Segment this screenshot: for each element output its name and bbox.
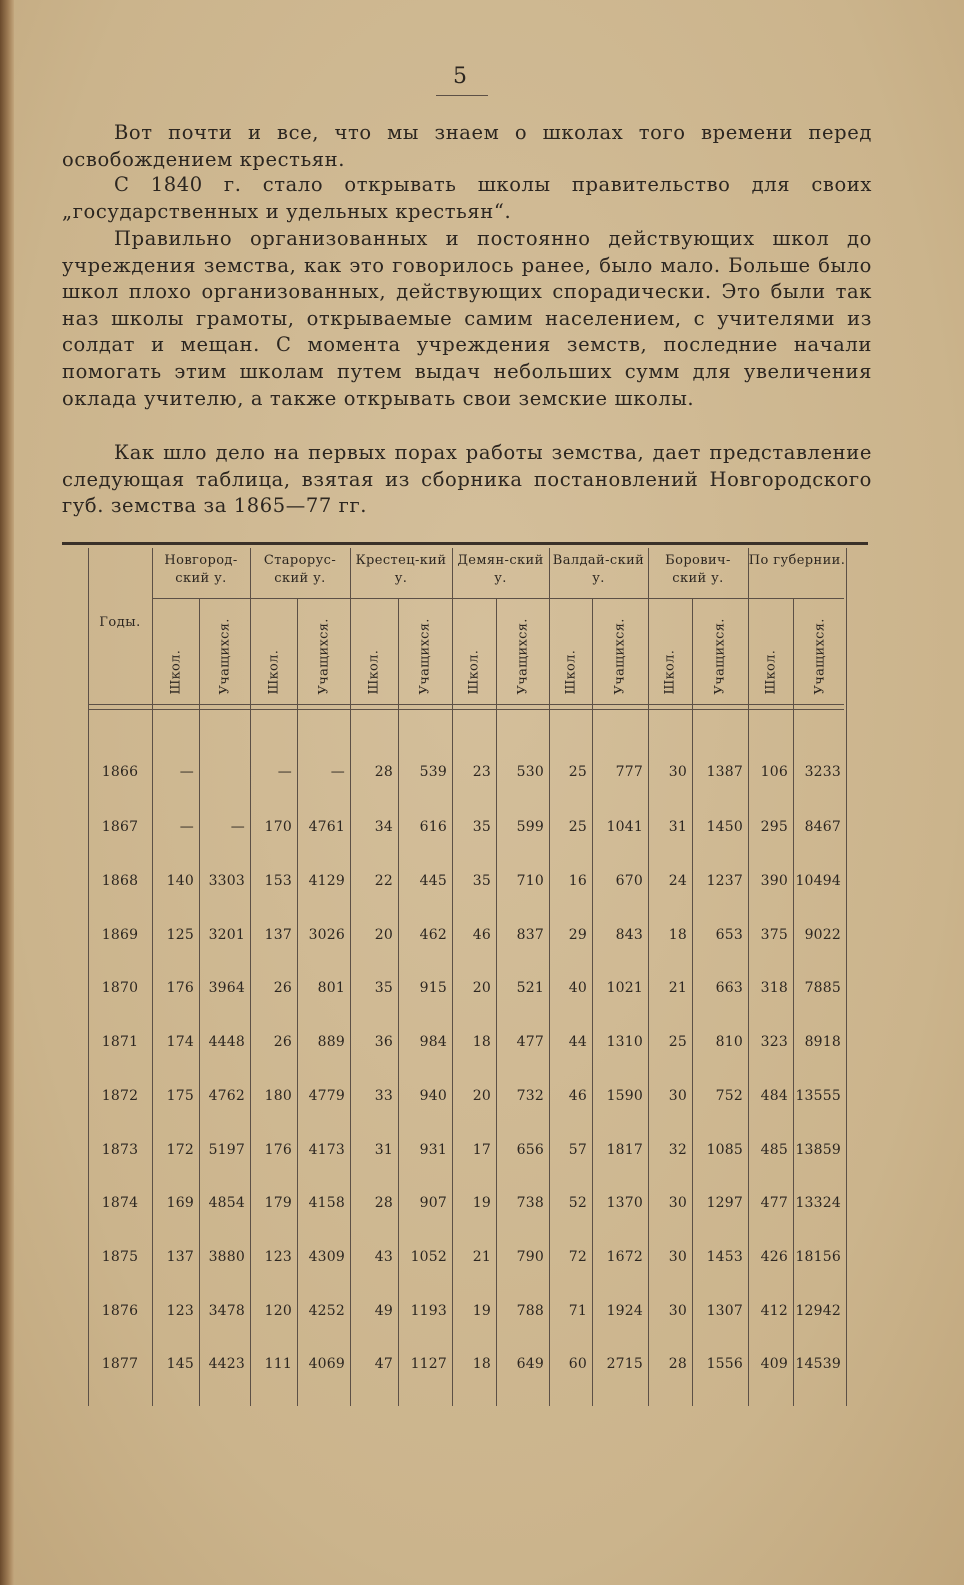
schools-cell: 18 xyxy=(668,927,687,943)
schools-cell: 17 xyxy=(472,1142,491,1158)
schools-header-label: Школ. xyxy=(662,649,678,695)
schools-cell: 20 xyxy=(472,1088,491,1104)
schools-header-label: Школ. xyxy=(763,649,778,695)
pupils-cell: 790 xyxy=(516,1249,544,1265)
schools-header-label: Школ. xyxy=(168,649,183,695)
year-cell: 1873 xyxy=(101,1142,139,1158)
schools-cell: 484 xyxy=(760,1088,788,1104)
pupils-header-label: Учащихся. xyxy=(316,618,331,695)
year-cell: 1866 xyxy=(101,764,139,780)
pupils-cell: 4173 xyxy=(308,1142,345,1158)
pupils-cell: 984 xyxy=(419,1034,447,1050)
schools-cell: 172 xyxy=(166,1142,194,1158)
schools-cell: 71 xyxy=(568,1303,587,1319)
schools-cell: 24 xyxy=(668,873,687,889)
schools-cell: 33 xyxy=(374,1088,393,1104)
schools-column-header xyxy=(166,604,186,702)
pupils-cell: 8467 xyxy=(804,819,841,835)
schools-cell: 29 xyxy=(568,927,587,943)
pupils-header-label: Учащихся. xyxy=(217,618,232,695)
pupils-cell: 4423 xyxy=(208,1356,245,1372)
pupils-header-label: Учащихся. xyxy=(712,618,728,695)
pupils-cell: 1370 xyxy=(606,1195,643,1211)
schools-cell: 46 xyxy=(472,927,491,943)
schools-cell: 375 xyxy=(760,927,788,943)
pupils-cell: 889 xyxy=(317,1034,345,1050)
pupils-cell: 931 xyxy=(419,1142,447,1158)
year-cell: 1874 xyxy=(101,1195,139,1211)
schools-cell: 47 xyxy=(374,1356,393,1372)
schools-cell: 19 xyxy=(472,1303,491,1319)
pupils-cell: 530 xyxy=(516,764,544,780)
schools-cell: 21 xyxy=(472,1249,491,1265)
schools-cell: 19 xyxy=(472,1195,491,1211)
schools-cell: 153 xyxy=(264,873,292,889)
schools-cell: 125 xyxy=(166,927,194,943)
schools-cell: 16 xyxy=(568,873,587,889)
schools-cell: 176 xyxy=(166,980,194,996)
schools-cell: 30 xyxy=(668,1088,687,1104)
schools-cell: 295 xyxy=(760,819,788,835)
schools-cell: 30 xyxy=(668,1249,687,1265)
pupils-cell: 656 xyxy=(516,1142,544,1158)
schools-cell: 52 xyxy=(568,1195,587,1211)
pupils-cell: 12942 xyxy=(795,1303,841,1319)
pupils-cell: 3964 xyxy=(208,980,245,996)
schools-cell: 180 xyxy=(264,1088,292,1104)
pupils-cell: 1924 xyxy=(606,1303,643,1319)
schools-cell: 30 xyxy=(668,764,687,780)
pupils-cell: 2715 xyxy=(606,1356,643,1372)
schools-cell: — xyxy=(179,764,194,780)
schools-cell: 18 xyxy=(472,1034,491,1050)
schools-header-label: Школ. xyxy=(266,649,281,695)
table-body xyxy=(88,716,864,1406)
schools-cell: — xyxy=(277,764,292,780)
schools-cell: 106 xyxy=(760,764,788,780)
schools-cell: 26 xyxy=(273,980,292,996)
pupils-cell: 1310 xyxy=(606,1034,643,1050)
pupils-cell: 1021 xyxy=(606,980,643,996)
pupils-cell: 13555 xyxy=(795,1088,841,1104)
schools-column-header xyxy=(660,604,680,702)
year-cell: 1871 xyxy=(101,1034,139,1050)
paragraph-1-text: Вот почти и все, что мы знаем о школах того времени перед освобождением крестьян. xyxy=(62,121,872,171)
pupils-cell: 4779 xyxy=(308,1088,345,1104)
schools-cell: 23 xyxy=(472,764,491,780)
pupils-header-label: Учащихся. xyxy=(515,618,530,695)
pupils-cell: 4762 xyxy=(208,1088,245,1104)
pupils-cell: 837 xyxy=(516,927,544,943)
pupils-cell: 1297 xyxy=(706,1195,743,1211)
header-rule-districts xyxy=(152,598,844,599)
pupils-cell: 1085 xyxy=(706,1142,743,1158)
schools-cell: 120 xyxy=(264,1303,292,1319)
pupils-cell: 810 xyxy=(715,1034,743,1050)
book-spine-shadow xyxy=(0,0,14,1585)
year-cell: 1875 xyxy=(101,1249,139,1265)
year-cell: 1867 xyxy=(101,819,139,835)
pupils-header-label: Учащихся. xyxy=(812,618,827,695)
pupils-cell: 4448 xyxy=(208,1034,245,1050)
schools-cell: 426 xyxy=(760,1249,788,1265)
schools-cell: 31 xyxy=(374,1142,393,1158)
table-row xyxy=(88,1352,864,1376)
schools-cell: 28 xyxy=(374,764,393,780)
header-rule-bottom-1 xyxy=(88,704,844,705)
year-cell: 1872 xyxy=(101,1088,139,1104)
paragraph-2-text: С 1840 г. стало открывать школы правительство для своих „государственных и удельных крестьян“. xyxy=(62,173,872,223)
pupils-cell: 9022 xyxy=(804,927,841,943)
table-row xyxy=(88,1245,864,1269)
schools-cell: 18 xyxy=(472,1356,491,1372)
year-cell: 1869 xyxy=(101,927,139,943)
pupils-cell: 13324 xyxy=(795,1195,841,1211)
schools-cell: 35 xyxy=(472,873,491,889)
pupils-cell: 670 xyxy=(615,873,643,889)
pupils-cell: 788 xyxy=(516,1303,544,1319)
table-row xyxy=(88,1191,864,1215)
schools-cell: 323 xyxy=(760,1034,788,1050)
pupils-cell: 599 xyxy=(516,819,544,835)
pupils-cell: 1450 xyxy=(706,819,743,835)
pupils-cell: 3478 xyxy=(208,1303,245,1319)
district-header: Новгород-ский у. xyxy=(164,553,238,586)
pupils-cell: 1590 xyxy=(606,1088,643,1104)
year-cell: 1870 xyxy=(101,980,139,996)
pupils-cell: 710 xyxy=(516,873,544,889)
schools-cell: 60 xyxy=(568,1356,587,1372)
schools-cell: 21 xyxy=(668,980,687,996)
schools-cell: 123 xyxy=(264,1249,292,1265)
pupils-cell: 1817 xyxy=(606,1142,643,1158)
pupils-cell: 649 xyxy=(516,1356,544,1372)
schools-cell: 36 xyxy=(374,1034,393,1050)
schools-cell: 28 xyxy=(374,1195,393,1211)
schools-column-header xyxy=(761,604,781,702)
schools-cell: 25 xyxy=(568,819,587,835)
pupils-cell: 539 xyxy=(419,764,447,780)
table-row xyxy=(88,760,864,784)
table-row xyxy=(88,1138,864,1162)
schools-cell: 318 xyxy=(760,980,788,996)
schools-column-header xyxy=(464,604,484,702)
table-top-rule xyxy=(62,542,868,545)
schools-cell: 25 xyxy=(568,764,587,780)
schools-cell: 49 xyxy=(374,1303,393,1319)
schools-cell: 22 xyxy=(374,873,393,889)
schools-header-label: Школ. xyxy=(366,649,382,695)
page-number: 5 xyxy=(453,64,467,89)
pupils-column-header xyxy=(513,604,533,702)
year-cell: 1877 xyxy=(101,1356,139,1372)
pupils-cell: 1041 xyxy=(606,819,643,835)
pupils-cell: 1453 xyxy=(706,1249,743,1265)
district-header: Борович-ский у. xyxy=(665,553,731,586)
table-row xyxy=(88,1299,864,1323)
table-row xyxy=(88,1030,864,1054)
schools-cell: 40 xyxy=(568,980,587,996)
pupils-cell: 13859 xyxy=(795,1142,841,1158)
pupils-cell xyxy=(199,760,245,784)
pupils-cell: 10494 xyxy=(795,873,841,889)
year-cell: 1868 xyxy=(101,873,139,889)
schools-cell: 176 xyxy=(264,1142,292,1158)
pupils-cell: 777 xyxy=(615,764,643,780)
pupils-cell: 1387 xyxy=(706,764,743,780)
pupils-header-label: Учащихся. xyxy=(417,618,433,695)
table-row xyxy=(88,869,864,893)
pupils-cell: 4158 xyxy=(308,1195,345,1211)
pupils-cell: 1127 xyxy=(410,1356,447,1372)
schools-cell: 123 xyxy=(166,1303,194,1319)
paragraph-1 xyxy=(62,120,872,173)
table-row xyxy=(88,815,864,839)
pupils-cell: 915 xyxy=(419,980,447,996)
schools-cell: 35 xyxy=(472,819,491,835)
pupils-cell: 663 xyxy=(715,980,743,996)
pupils-cell: 477 xyxy=(516,1034,544,1050)
district-header: Демян-ский у. xyxy=(457,553,544,586)
schools-cell: 179 xyxy=(264,1195,292,1211)
schools-cell: 25 xyxy=(668,1034,687,1050)
paragraph-3 xyxy=(62,226,872,412)
schools-cell: 111 xyxy=(264,1356,292,1372)
pupils-header-label: Учащихся. xyxy=(612,618,628,695)
schools-cell: 169 xyxy=(166,1195,194,1211)
schools-cell: 477 xyxy=(760,1195,788,1211)
pupils-cell: — xyxy=(330,764,345,780)
pupils-cell: 653 xyxy=(715,927,743,943)
paragraph-2 xyxy=(62,172,872,225)
schools-cell: 145 xyxy=(166,1356,194,1372)
pupils-cell: 3880 xyxy=(208,1249,245,1265)
district-header: Крестец-кий у. xyxy=(355,553,447,586)
district-header: Старорус-ский у. xyxy=(263,553,337,586)
schools-cell: 35 xyxy=(374,980,393,996)
paragraph-4 xyxy=(62,440,872,520)
pupils-cell: 445 xyxy=(419,873,447,889)
pupils-cell: 752 xyxy=(715,1088,743,1104)
pupils-cell: 1193 xyxy=(410,1303,447,1319)
schools-cell: 412 xyxy=(760,1303,788,1319)
schools-cell: 30 xyxy=(668,1303,687,1319)
pupils-cell: 3303 xyxy=(208,873,245,889)
schools-header-label: Школ. xyxy=(466,649,482,695)
schools-cell: — xyxy=(179,819,194,835)
pupils-cell: 1237 xyxy=(706,873,743,889)
header-rule-bottom-2 xyxy=(88,709,844,710)
pupils-cell: 4854 xyxy=(208,1195,245,1211)
pupils-cell: 4129 xyxy=(308,873,345,889)
pupils-cell: 3026 xyxy=(308,927,345,943)
pupils-column-header xyxy=(314,604,334,702)
pupils-cell: 843 xyxy=(615,927,643,943)
pupils-cell: 462 xyxy=(419,927,447,943)
table-row xyxy=(88,1084,864,1108)
page-number-rule xyxy=(436,95,488,96)
pupils-cell: 3201 xyxy=(208,927,245,943)
schools-cell: 43 xyxy=(374,1249,393,1265)
pupils-column-header xyxy=(415,604,435,702)
pupils-cell: 5197 xyxy=(208,1142,245,1158)
schools-cell: 137 xyxy=(166,1249,194,1265)
schools-cell: 137 xyxy=(264,927,292,943)
schools-cell: 175 xyxy=(166,1088,194,1104)
pupils-cell: 18156 xyxy=(795,1249,841,1265)
schools-cell: 26 xyxy=(273,1034,292,1050)
pupils-cell: 1672 xyxy=(606,1249,643,1265)
pupils-column-header xyxy=(710,604,730,702)
pupils-cell: 738 xyxy=(516,1195,544,1211)
schools-cell: 72 xyxy=(568,1249,587,1265)
schools-cell: 34 xyxy=(374,819,393,835)
table-row xyxy=(88,923,864,947)
pupils-cell: 4309 xyxy=(308,1249,345,1265)
pupils-cell: 4252 xyxy=(308,1303,345,1319)
schools-cell: 20 xyxy=(472,980,491,996)
schools-cell: 44 xyxy=(568,1034,587,1050)
schools-cell: 140 xyxy=(166,873,194,889)
pupils-cell: 14539 xyxy=(795,1356,841,1372)
schools-cell: 46 xyxy=(568,1088,587,1104)
schools-column-header xyxy=(364,604,384,702)
pupils-cell: 7885 xyxy=(804,980,841,996)
pupils-cell: 616 xyxy=(419,819,447,835)
pupils-cell: 4069 xyxy=(308,1356,345,1372)
pupils-column-header xyxy=(810,604,830,702)
schools-column-header xyxy=(561,604,581,702)
pupils-cell: 8918 xyxy=(804,1034,841,1050)
schools-cell: 170 xyxy=(264,819,292,835)
pupils-cell: 907 xyxy=(419,1195,447,1211)
schools-cell: 20 xyxy=(374,927,393,943)
pupils-cell: 940 xyxy=(419,1088,447,1104)
pupils-cell: 4761 xyxy=(308,819,345,835)
schools-header-label: Школ. xyxy=(563,649,578,695)
schools-cell: 57 xyxy=(568,1142,587,1158)
pupils-cell: — xyxy=(230,819,245,835)
schools-cell: 28 xyxy=(668,1356,687,1372)
schools-column-header xyxy=(264,604,284,702)
year-cell: 1876 xyxy=(101,1303,139,1319)
schools-cell: 31 xyxy=(668,819,687,835)
pupils-cell: 1307 xyxy=(706,1303,743,1319)
pupils-cell: 732 xyxy=(516,1088,544,1104)
years-column-header: Годы. xyxy=(99,615,141,630)
schools-cell: 390 xyxy=(760,873,788,889)
pupils-cell: 801 xyxy=(317,980,345,996)
pupils-column-header xyxy=(215,604,235,702)
district-header: По губернии. xyxy=(748,553,846,568)
schools-cell: 409 xyxy=(760,1356,788,1372)
schools-cell: 174 xyxy=(166,1034,194,1050)
paragraph-4-text: Как шло дело на первых порах работы земства, дает представление следующая таблица, взятая из сборника постановлений Новгородского губ. земства за 1865—77 гг. xyxy=(62,441,872,518)
schools-cell: 30 xyxy=(668,1195,687,1211)
pupils-cell: 3233 xyxy=(804,764,841,780)
district-header: Валдай-ский у. xyxy=(552,553,645,586)
schools-cell: 32 xyxy=(668,1142,687,1158)
pupils-cell: 1556 xyxy=(706,1356,743,1372)
pupils-column-header xyxy=(610,604,630,702)
pupils-cell: 1052 xyxy=(410,1249,447,1265)
pupils-cell: 521 xyxy=(516,980,544,996)
schools-cell: 485 xyxy=(760,1142,788,1158)
paragraph-3-text: Правильно организованных и постоянно действующих школ до учреждения земства, как это говорилось ранее, было мало. Больше было школ плохо организованных, действующих спорадически. Это были так наз школы грамоты, открываемые самим населением, с учителями из солдат и мещан. С момента учреждения земств, последние начали помогать этим школам путем выдач небольших сумм для увеличения оклада учителю, а также открывать свои земские школы. xyxy=(62,227,872,410)
table-row xyxy=(88,976,864,1000)
